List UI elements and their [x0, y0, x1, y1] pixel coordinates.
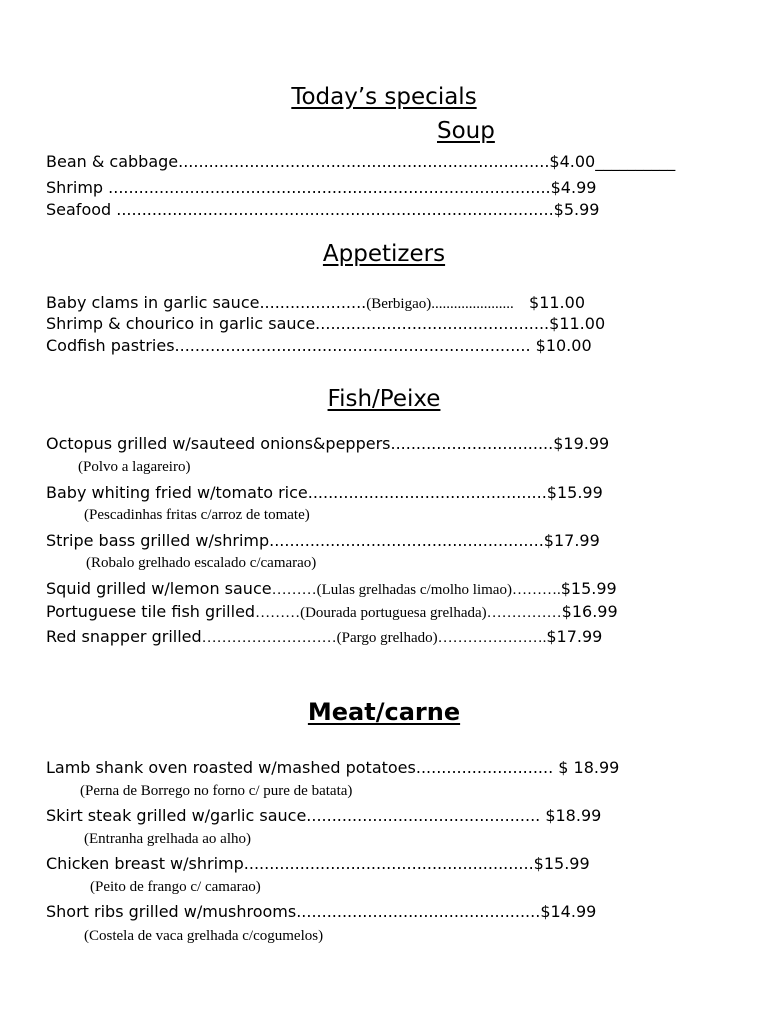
- menu-item-lamb-shank: Lamb shank oven roasted w/mashed potatoes........................... $ 18.99: [46, 758, 620, 777]
- menu-item-subtitle: (Peito de frango c/ camarao): [90, 879, 261, 895]
- meat-heading: Meat/carne: [307, 698, 461, 726]
- menu-item-shrimp-soup: Shrimp .......................................................................................$4.99: [46, 178, 597, 197]
- page-title: Today’s specials: [291, 84, 477, 110]
- menu-item-subtitle: (Perna de Borrego no forno c/ pure de batata): [80, 783, 353, 799]
- menu-item-translation: ………(Dourada portuguesa grelhada)……………: [255, 605, 562, 621]
- menu-item-translation: (Berbigao)......................: [366, 296, 514, 312]
- menu-item-baby-whiting: Baby whiting fried w/tomato rice...............................................$15.99: [46, 483, 603, 502]
- menu-item-price: $11.00: [513, 293, 585, 312]
- menu-item-text: Baby clams in garlic sauce.....................: [46, 293, 367, 312]
- menu-item-text: Squid grilled w/lemon sauce: [46, 579, 272, 598]
- menu-item-price: $16.99: [561, 602, 618, 621]
- menu-item-subtitle: (Pescadinhas fritas c/arroz de tomate): [84, 507, 310, 523]
- fish-heading: Fish/Peixe: [327, 386, 441, 412]
- menu-item-shrimp-chourico: Shrimp & chourico in garlic sauce..............................................$11.00: [46, 314, 606, 333]
- menu-item-text: Bean & cabbage.........................................................................$4.00: [46, 152, 596, 171]
- menu-item-price: $15.99: [560, 579, 617, 598]
- menu-item-octopus: Octopus grilled w/sauteed onions&peppers................................$19.99: [46, 434, 610, 453]
- menu-item-price: $17.99: [546, 627, 603, 646]
- underline-blank: __________: [595, 152, 676, 171]
- menu-item-seafood-soup: Seafood ......................................................................................$5.99: [46, 200, 600, 219]
- menu-item-squid: [46, 579, 617, 599]
- menu-item-codfish-pastries: Codfish pastries...................................................................... $10.00: [46, 336, 592, 355]
- menu-item-chicken-breast: Chicken breast w/shrimp.........................................................$15.99: [46, 854, 590, 873]
- menu-item-subtitle: (Costela de vaca grelhada c/cogumelos): [84, 928, 324, 944]
- menu-item-text: Red snapper grilled: [46, 627, 202, 646]
- menu-item-subtitle: (Polvo a lagareiro): [78, 459, 191, 475]
- menu-item-bean-cabbage: [46, 152, 675, 171]
- menu-item-stripe-bass: Stripe bass grilled w/shrimp......................................................$17.99: [46, 531, 600, 550]
- menu-item-red-snapper: [46, 627, 602, 647]
- menu-item-skirt-steak: Skirt steak grilled w/garlic sauce.............................................. $18.99: [46, 806, 602, 825]
- menu-item-short-ribs: Short ribs grilled w/mushrooms................................................$14.99: [46, 902, 597, 921]
- appetizers-heading: Appetizers: [322, 241, 446, 267]
- menu-item-translation: ………(Lulas grelhadas c/molho limao)……….: [271, 582, 561, 598]
- menu-item-subtitle: (Entranha grelhada ao alho): [84, 831, 251, 847]
- menu-item-tile-fish: [46, 602, 618, 622]
- menu-item-subtitle: (Robalo grelhado escalado c/camarao): [86, 555, 317, 571]
- soup-heading: Soup: [437, 118, 495, 144]
- menu-item-translation: ………………………(Pargo grelhado)………………….: [201, 630, 547, 646]
- menu-item-text: Portuguese tile fish grilled: [46, 602, 256, 621]
- menu-item-baby-clams: [46, 293, 585, 313]
